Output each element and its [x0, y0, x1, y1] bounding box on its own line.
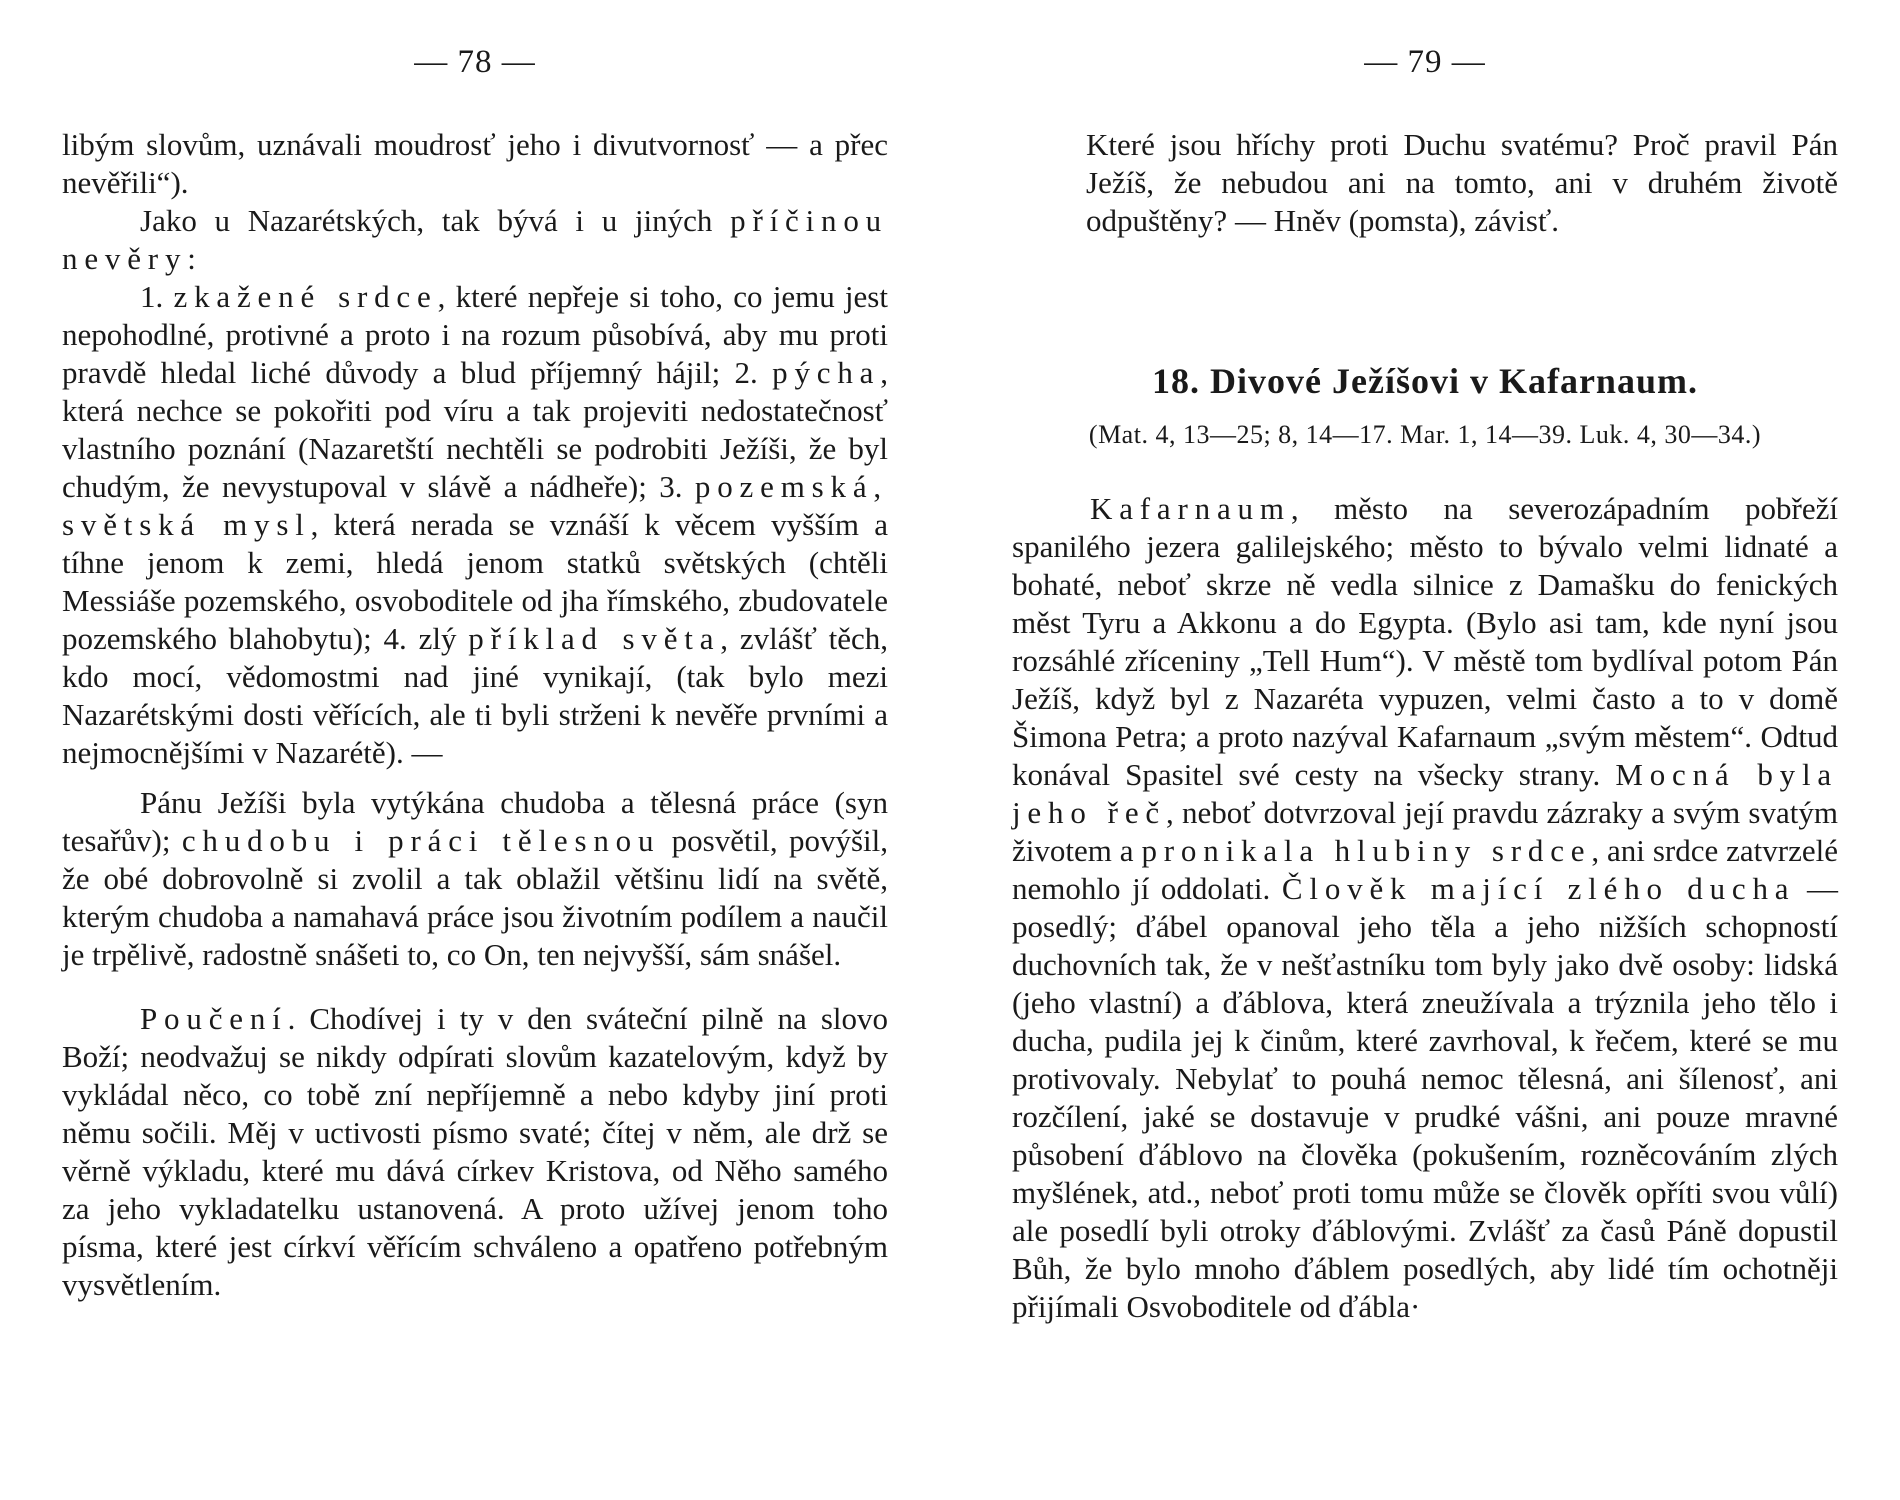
emphasis-text: Člověk mající zlého ducha [1281, 871, 1796, 906]
right-text-block [1012, 490, 1838, 1326]
text-run: , neboť dotvrzoval její pravdu zázraky a svým svatým životem a [1012, 795, 1838, 868]
text-run: — posedlý; ďábel opanoval jeho těla a jeho nižších schopností duchovních tak, že v nešťastníku tom byly jako dvě osoby: lidská (jeho vlastní) a ďáblova, která zneužívala a trýznila jeho tělo i ducha, pudila jej k činům, které zavrhoval, k řečem, které se mu protivovaly. Nebylať to pouhá nemoc tělesná, ani šílenosť, ani rozčílení, jaké se dostavuje v prudké vášni, ani pouze mravné působení ďáblovo na člověka (pokušením, rozněcováním zlých myšlének, atd., neboť proti tomu může se člověk opříti svou vůlí) ale posedlí byli otroky ďáblovými. Zvlášť za časů Páně dopustil Bůh, že bylo mnoho ďáblem posedlých, aby lidé tím ochotněji přijímali Osvoboditele od ďábla· [1012, 871, 1838, 1324]
paragraph [62, 278, 888, 772]
text-run: Pánu Ježíši byla vytýkána chudoba a tělesná práce (syn tesařův); [62, 785, 888, 858]
emphasis-text: zkažené srdce [173, 279, 438, 314]
section-heading: 18. Divové Ježíšovi v Kafarnaum. [1152, 361, 1698, 401]
emphasis-text: pozemská, světská mysl [62, 469, 888, 542]
emphasis-text: příklad světa [468, 621, 721, 656]
emphasis-text: chudobu i práci tělesnou [181, 823, 661, 858]
page-number: — 78 — [414, 44, 536, 80]
text-run: : [187, 241, 196, 276]
paragraph [62, 202, 888, 278]
paragraph: libým slovům, uznávali moudrosť jeho i divutvornosť — a přec nevěřili“). [62, 127, 888, 200]
paragraph [62, 784, 888, 974]
emphasis-text: Kafarnaum [1090, 491, 1291, 526]
text-run: . Chodívej i ty v den sváteční pilně na slovo Boží; neodvažuj se nikdy odpírati slovům kazatelovým, když by vykládal něco, co tobě zní nepříjemně a nebo kdyby jiní proti němu sočili. Měj v uctivosti písmo svaté; čítej v něm, ale drž se věrně výkladu, které mu dává církev Kristova, od Něho samého za jeho vykladatelku ustanovená. A proto užívej jenom toho písma, které jest církví věřícím schváleno a opatřeno potřebným vysvětlením. [62, 1001, 888, 1302]
text-run: , která nechce se pokořiti pod víru a tak projeviti nedostatečnosť vlastního poznání (Nazaretští nechtěli se podrobiti Ježíši, že byl chudým, že nevystupoval v slávě a nádheře); 3. [62, 355, 888, 504]
scripture-reference: (Mat. 4, 13—25; 8, 14—17. Mar. 1, 14—39. Luk. 4, 30—34.) [1088, 420, 1762, 449]
emphasis-text: pýcha [772, 355, 881, 390]
paragraph [62, 1000, 888, 1304]
paragraph [1012, 490, 1838, 1326]
emphasis-text: Poučení [140, 1001, 288, 1036]
text-run: , která nerada se vznáší k věcem vyšším a tíhne jenom k zemi, hledá jenom statků světských (chtěli Messiáše pozemského, osvoboditele od jha římského, zbudovatele pozemského blahobytu); 4. zlý [62, 507, 889, 656]
text-run: , které nepřeje si toho, co jemu jest nepohodlné, protivné a proto i na rozum působívá, aby mu proti pravdě hledal liché důvody a blud příjemný hájil; 2. [62, 279, 888, 390]
right-page [950, 0, 1900, 1500]
text-run: posvětil, povýšil, že obé dobrovolně si zvolil a tak oblažil většinu lidí na světě, kterým chudoba a namahavá práce jsou životním podílem a naučil je trpělivě, radostně snášeti to, co On, ten nejvyšší, sám snášel. [62, 823, 888, 972]
text-run: Jako u Nazarétských, tak bývá i u jiných [140, 203, 731, 238]
left-text-block [62, 126, 888, 1304]
emphasis-text: pronikala hlubiny srdce [1141, 833, 1592, 868]
emphasis-text: Mocná byla jeho řeč [1012, 757, 1839, 830]
paragraph: Které jsou hříchy proti Duchu svatému? Proč pravil Pán Ježíš, že nebudou ani na tomto, ani v druhém životě odpuštěny? — Hněv (pomsta), závisť. [1086, 127, 1838, 238]
text-run: 1. [140, 279, 174, 314]
text-run: , zvlášť těch, kdo mocí, vědomostmi nad jiné vynikají, (tak bylo mezi Nazarétskými dosti věřících, ale ti byli strženi k nevěře prvními a nejmocnějšími v Nazarétě). — [62, 621, 889, 770]
page-number: — 79 — [1364, 44, 1486, 80]
emphasis-text: příčinou nevěry [62, 203, 888, 276]
text-run: , ani srdce zatvrzelé nemohlo jí oddolati. [1012, 833, 1839, 906]
review-questions [1086, 126, 1838, 240]
text-run: , město na severozápadním pobřeží spanilého jezera galilejského; město to bývalo velmi lidnaté a bohaté, neboť skrze ně vedla silnice z Damašku do fenických měst Tyru a Akkonu a do Egypta. (Bylo asi tam, kde nyní jsou rozsáhlé zříceniny „Tell Hum“). V městě tom bydlíval potom Pán Ježíš, když byl z Nazaréta vypuzen, velmi často a to v domě Šimona Petra; a proto nazýval Kafarnaum „svým městem“. Odtud konával Spasitel své cesty na všecky strany. [1012, 491, 1838, 792]
